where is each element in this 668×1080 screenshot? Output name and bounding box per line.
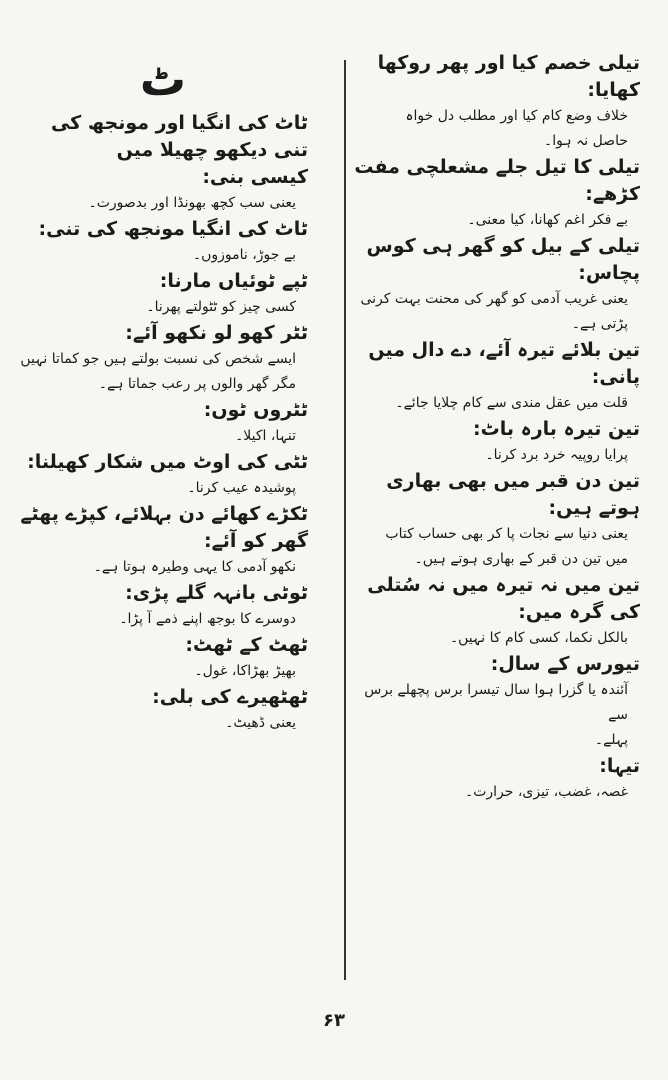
page-number: ۶۳ <box>323 1010 345 1031</box>
entry-definition: مگر گھر والوں پر رعب جماتا ہے۔ <box>98 376 296 392</box>
entry-definition: کسی چیز کو ٹٹولتے پھرنا۔ <box>146 299 296 315</box>
entry-definition: بے فکر اغم کھانا، کیا معنی۔ <box>467 212 628 228</box>
entry-definition: پرایا روپیہ خرد برد کرنا۔ <box>485 447 628 463</box>
entry-headword: تین میں نہ تیرہ میں نہ سُتلی کی گرہ میں: <box>367 574 640 623</box>
entry-definition: حاصل نہ ہوا۔ <box>544 133 628 149</box>
entry-headword: ٹھٹھیرے کی بلی: <box>152 686 308 708</box>
entry-definition: بھیڑ بھڑاکا، غول۔ <box>194 663 296 679</box>
entry-headword: تیلی کے بیل کو گھر ہی کوس پچاس: <box>366 235 640 284</box>
entry-headword: ٹاٹ کی انگیا مونجھ کی تنی: <box>38 218 308 240</box>
dictionary-entry <box>350 572 640 651</box>
entry-definition: بالکل نکما، کسی کام کا نہیں۔ <box>449 630 628 646</box>
entry-headword: ٹٹر کھو لو نکھو آئے: <box>125 322 308 344</box>
entry-headword: تیہا: <box>599 755 640 777</box>
entry-definition: دوسرے کا بوجھ اپنے ذمے آ پڑا۔ <box>119 611 296 627</box>
entry-definition: بے جوڑ، ناموزوں۔ <box>192 247 296 263</box>
entry-headword: ٹکڑے کھائے دن بہلائے، کپڑے پھٹے گھر کو آئے: <box>20 503 308 552</box>
dictionary-entry <box>18 110 308 164</box>
section-letter: ٹ <box>139 52 187 106</box>
entry-headword: ٹھٹ کے ٹھٹ: <box>185 634 308 656</box>
entry-definition: تنہا، اکیلا۔ <box>235 428 296 444</box>
entry-headword: تین تیرہ بارہ باٹ: <box>473 418 640 440</box>
entry-definition: غصہ، غضب، تیزی، حرارت۔ <box>465 784 628 800</box>
entry-headword: ٹٹروں ٹوں: <box>203 399 308 421</box>
entry-headword: کیسی بنی: <box>202 166 308 188</box>
column-divider <box>344 60 346 980</box>
entry-definition: قلت میں عقل مندی سے کام چلایا جائے۔ <box>395 395 628 411</box>
dictionary-entry <box>350 364 640 416</box>
entry-definition: آئندہ یا گزرا ہوا سال تیسرا برس پچھلے برس سے <box>364 682 628 723</box>
entry-headword: پانی: <box>591 366 640 388</box>
entry-headword: تین بلائے تیرہ آئے، دے دال میں <box>368 339 640 361</box>
dictionary-entry <box>350 154 640 233</box>
entry-definition: ایسے شخص کی نسبت بولتے ہیں جو کماتا نہیں <box>20 351 296 367</box>
entry-headword: تین دن قبر میں بھی بھاری ہوتے ہیں: <box>386 470 640 519</box>
dictionary-entry <box>350 753 640 805</box>
entry-headword: تیورس کے سال: <box>490 653 640 675</box>
entry-headword: ٹاٹ کی انگیا اور مونجھ کی تنی دیکھو چھیلا میں <box>50 112 308 161</box>
dictionary-entry <box>18 320 308 397</box>
dictionary-entry <box>18 216 308 268</box>
dictionary-entry <box>18 632 308 684</box>
dictionary-entry <box>350 416 640 468</box>
dictionary-entry <box>18 449 308 501</box>
entry-definition: پوشیدہ عیب کرنا۔ <box>187 480 296 496</box>
dictionary-entry <box>350 337 640 364</box>
entry-headword: ٹٹی کی اوٹ میں شکار کھیلنا: <box>27 451 308 473</box>
dictionary-entry <box>350 50 640 154</box>
entry-definition: خلاف وضع کام کیا اور مطلب دل خواہ <box>405 108 628 124</box>
dictionary-entry <box>18 684 308 736</box>
right-column <box>350 50 640 805</box>
entry-headword: تیلی کا تیل جلے مشعلچی مفت کڑھے: <box>354 156 640 205</box>
dictionary-entry <box>18 268 308 320</box>
dictionary-entry <box>18 397 308 449</box>
dictionary-entry <box>18 580 308 632</box>
dictionary-entry <box>350 468 640 572</box>
entry-definition: یعنی دنیا سے نجات پا کر بھی حساب کتاب <box>385 526 628 542</box>
dictionary-entry <box>18 164 308 216</box>
entry-definition: پہلے۔ <box>594 732 628 748</box>
dictionary-entry <box>350 651 640 753</box>
dictionary-entry <box>18 501 308 580</box>
entry-headword: ٹوٹی بانہہ گلے پڑی: <box>125 582 308 604</box>
entry-headword: تیلی خصم کیا اور پھر روکھا کھایا: <box>377 52 640 101</box>
dictionary-entry <box>350 233 640 337</box>
entry-definition: پڑتی ہے۔ <box>571 316 628 332</box>
entry-definition: یعنی سب کچھ بھونڈا اور بدصورت۔ <box>88 195 296 211</box>
left-column <box>18 50 308 736</box>
entry-definition: نکھو آدمی کا یہی وطیرہ ہوتا ہے۔ <box>93 559 296 575</box>
entry-definition: یعنی غریب آدمی کو گھر کی محنت بہت کرنی <box>360 291 628 307</box>
entry-definition: یعنی ڈھیٹ۔ <box>225 715 296 731</box>
entry-headword: ٹپے ٹوئیاں مارنا: <box>159 270 308 292</box>
entry-definition: میں تین دن قبر کے بھاری ہوتے ہیں۔ <box>414 551 628 567</box>
